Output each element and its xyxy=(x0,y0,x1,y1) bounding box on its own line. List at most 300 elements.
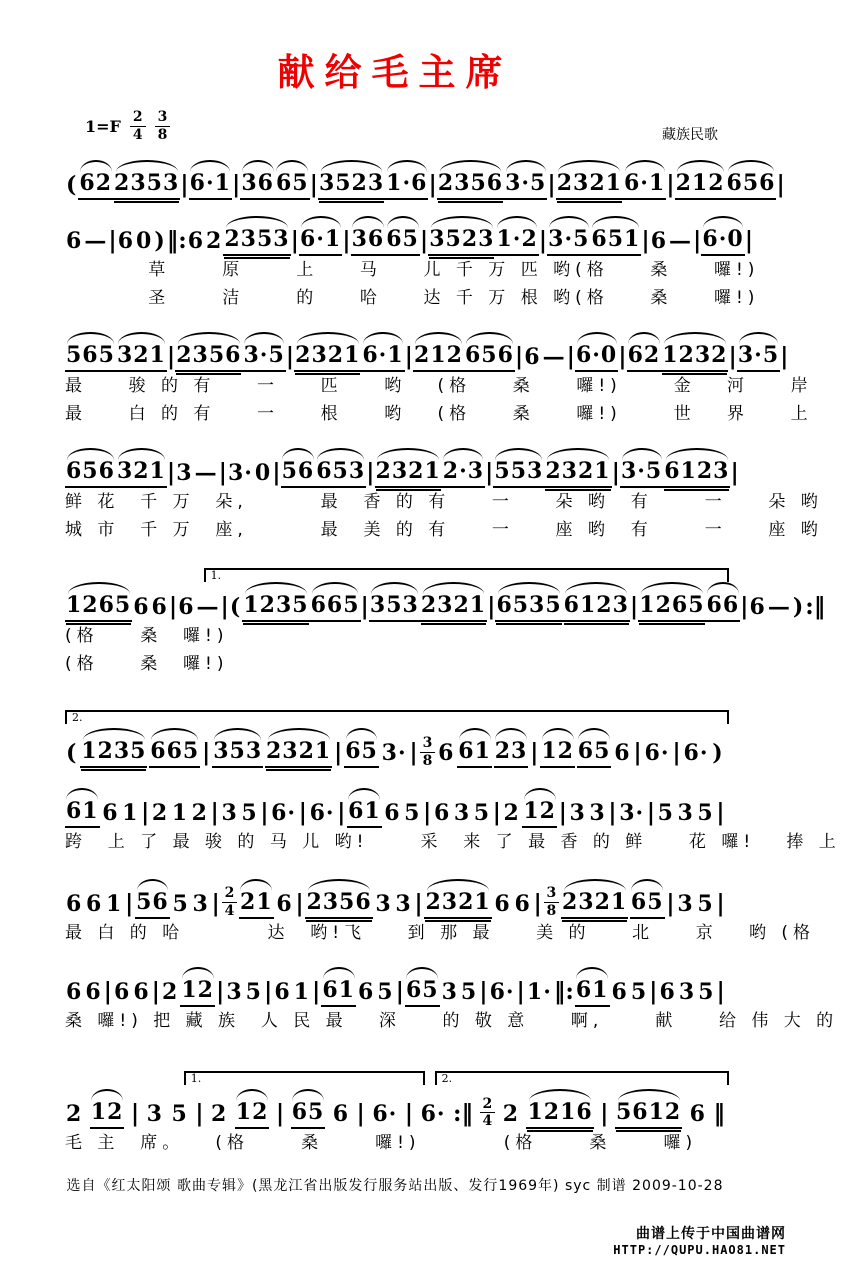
note-group: 61 xyxy=(347,800,382,828)
note-group: 6· xyxy=(683,740,709,767)
barline: | xyxy=(487,593,496,620)
note-group: 6 xyxy=(86,890,103,917)
barline: | xyxy=(666,889,675,917)
note-group: 65 xyxy=(385,228,420,256)
lyric-row: 草 原 上 马 儿 千 万 匹 哟(格 桑 囉!) xyxy=(65,260,760,280)
barline: | xyxy=(558,799,567,827)
note-group: 6 xyxy=(66,890,83,917)
note-group: 61 xyxy=(321,979,356,1007)
barline: | xyxy=(220,593,229,620)
note-group: 2321 xyxy=(424,891,491,919)
score-line xyxy=(65,566,826,678)
barline: | xyxy=(641,227,650,254)
note-group: 66 xyxy=(706,594,741,622)
note-group: 3 xyxy=(677,800,694,827)
note-group: 6· xyxy=(489,978,515,1005)
note-group: 1·2 xyxy=(495,228,538,256)
note-group: 1·6 xyxy=(385,172,428,200)
note-group: 6535 xyxy=(495,594,562,622)
note-group: 61 xyxy=(457,740,492,768)
lyric-row: 桑 囉!) 把 藏 族 人 民 最 深 的 敬 意 啊, 献 给 伟 大 的 xyxy=(65,1010,839,1031)
time-signature-1: $\frac{2}{4}$ xyxy=(130,110,146,142)
barline: | xyxy=(409,739,418,767)
barline: | xyxy=(395,977,404,1005)
time-signature-bottom: 8 xyxy=(546,903,557,920)
note-group: 3 xyxy=(375,890,392,917)
note-group: 3 xyxy=(146,1101,163,1128)
time-signature xyxy=(480,1097,496,1129)
barline: | xyxy=(366,459,375,486)
watermark-site-name: 曲谱上传于中国曲谱网 xyxy=(636,1226,786,1242)
note-group: 6123 xyxy=(563,594,630,622)
note-group: 3·5 xyxy=(504,172,547,200)
watermark xyxy=(613,1223,786,1257)
note-group: 6 xyxy=(66,228,83,254)
note-group: 1 xyxy=(293,978,310,1005)
note-group: 2·3 xyxy=(442,460,485,488)
note-group: 5 xyxy=(241,800,258,827)
note-group: 6·1 xyxy=(299,228,342,256)
repeat-barline: :‖ xyxy=(805,593,826,620)
note-group: 6 xyxy=(151,594,168,620)
barline: | xyxy=(215,977,225,1005)
note-group: 2356 xyxy=(437,172,504,200)
note-group: 651 xyxy=(590,228,641,256)
note-group: 2321 xyxy=(265,740,332,768)
barline: | xyxy=(218,459,227,486)
barline: | xyxy=(776,171,785,198)
barline: | xyxy=(309,171,318,198)
barline: | xyxy=(423,799,432,827)
barline: | xyxy=(290,227,299,254)
repeat-barline: :‖ xyxy=(453,1100,474,1128)
note-group: 12 xyxy=(522,800,557,828)
note-group: 6 xyxy=(384,800,401,827)
notes-row xyxy=(65,870,725,918)
key-label: 1=F xyxy=(85,116,121,136)
note-group: 5612 xyxy=(615,1101,682,1129)
lyric-row: 圣 洁 的 哈 达 千 万 根 哟(格 桑 囉!) xyxy=(65,288,760,308)
note-group: — xyxy=(84,228,108,254)
note-group: 3 xyxy=(441,978,458,1005)
time-signature-top: 2 xyxy=(480,1097,496,1114)
barline: | xyxy=(272,459,281,486)
barline: | xyxy=(566,343,575,370)
note-group: 6· xyxy=(271,800,297,827)
note-group: 2353 xyxy=(113,172,180,200)
note-group: 653 xyxy=(315,460,366,488)
score-line xyxy=(65,963,839,1035)
note-group: 1· xyxy=(526,978,552,1005)
note-group: 6 xyxy=(357,978,375,1005)
lyric-row: 最 白 的 哈 达 哟!飞 到 那 最 美 的 北 京 哟 (格 xyxy=(65,922,815,943)
note-group: 12 xyxy=(90,1101,125,1129)
barline: | xyxy=(611,459,620,486)
note-group: 65 xyxy=(630,891,665,919)
note-group: 353 xyxy=(369,594,420,622)
note-group: 6· xyxy=(372,1101,398,1128)
note-group: 6 xyxy=(650,228,668,254)
note-group: 3 xyxy=(221,800,238,827)
note-group: 6 xyxy=(524,344,541,370)
note-group: 6 xyxy=(133,978,150,1005)
note-group: 6· xyxy=(309,800,335,827)
barline: | xyxy=(211,889,220,917)
barline: | xyxy=(530,739,539,767)
note-group: 6· xyxy=(644,740,670,767)
note-group: 3 xyxy=(569,800,586,827)
sheet-music-page xyxy=(0,42,841,1261)
lyric-row: 毛 主 席。 (格 桑 囉!) (格 桑 囉) xyxy=(65,1133,698,1154)
barline: | xyxy=(108,227,117,254)
notes-row xyxy=(65,328,789,372)
barline: | xyxy=(740,593,749,620)
volta-label: 2. xyxy=(72,711,83,724)
barline: | xyxy=(633,739,642,767)
note-group: 3· xyxy=(619,800,645,827)
notes-row xyxy=(65,784,725,828)
note-group: 23 xyxy=(494,740,529,768)
note-group: ( xyxy=(66,172,78,198)
notes-row xyxy=(65,212,754,256)
note-group: 1235 xyxy=(80,740,147,768)
note-group: ) xyxy=(712,740,724,767)
note-group: 5 xyxy=(473,800,490,827)
note-group: 3 xyxy=(589,800,606,827)
note-group: 6 xyxy=(102,800,119,827)
barline: | xyxy=(419,227,429,254)
note-group: 36 xyxy=(240,172,275,200)
barline: | xyxy=(780,343,789,370)
barline: | xyxy=(693,227,702,254)
note-group: 2 xyxy=(503,800,520,827)
time-signature-bottom: 4 xyxy=(482,1113,493,1130)
time-signature xyxy=(544,886,560,918)
volta-bracket xyxy=(184,1071,426,1085)
repeat-barline: ‖ xyxy=(713,1100,725,1128)
note-group: 3 xyxy=(453,800,471,827)
note-group: 2 xyxy=(206,228,223,254)
note-group: 6123 xyxy=(663,460,730,488)
note-group: 5 xyxy=(697,890,714,917)
note-group: 12 xyxy=(540,740,575,768)
note-group: 3523 xyxy=(318,172,385,200)
barline: | xyxy=(547,171,556,198)
song-title: 献给毛主席 xyxy=(277,51,513,94)
note-group: 5 xyxy=(245,978,262,1005)
barline: | xyxy=(166,343,176,370)
note-group: 6 xyxy=(187,228,205,254)
time-signature-2: $\frac{3}{8}$ xyxy=(155,110,171,142)
barline: | xyxy=(428,171,437,198)
note-group: 6 xyxy=(689,1101,706,1128)
note-group: 65 xyxy=(275,172,310,200)
note-group: 5 xyxy=(377,978,394,1005)
volta-label: 2. xyxy=(441,1071,453,1085)
barline: | xyxy=(516,977,525,1005)
notes-row xyxy=(65,444,739,488)
note-group: 62 xyxy=(78,172,113,200)
note-group: 6·0 xyxy=(575,344,618,372)
note-group: 3 xyxy=(677,890,694,917)
note-group: 6 xyxy=(514,890,531,917)
note-group: ) xyxy=(154,228,166,254)
barline: | xyxy=(103,977,112,1005)
note-group: 5 xyxy=(630,978,648,1005)
barline: | xyxy=(311,977,321,1005)
note-group: 21 xyxy=(239,891,274,919)
volta-bracket xyxy=(435,1071,729,1085)
note-group: 5 xyxy=(171,1101,188,1128)
barline: | xyxy=(404,1100,414,1128)
score xyxy=(65,156,841,1157)
note-group: — xyxy=(542,344,566,370)
barline: | xyxy=(404,343,414,370)
score-line xyxy=(65,708,725,768)
score-line xyxy=(65,212,760,312)
barline: | xyxy=(337,799,346,827)
barline: | xyxy=(166,459,176,486)
note-group: 6·1 xyxy=(623,172,666,200)
score-line xyxy=(65,156,785,200)
barline: | xyxy=(672,739,681,767)
barline: | xyxy=(649,977,658,1005)
note-group: ( xyxy=(66,740,78,767)
note-group: 6 xyxy=(433,800,451,827)
barline: | xyxy=(356,1100,365,1128)
note-group: 6 xyxy=(611,978,628,1005)
barline: | xyxy=(202,739,211,767)
note-group: 56 xyxy=(135,891,170,919)
note-group: 2321 xyxy=(561,891,628,919)
note-group: 5 xyxy=(698,978,715,1005)
note-group: 1216 xyxy=(526,1101,593,1129)
note-group: 665 xyxy=(310,594,361,622)
note-group: 2321 xyxy=(375,460,442,488)
note-group: 65 xyxy=(405,979,440,1007)
barline: | xyxy=(140,799,150,827)
note-group: 6·0 xyxy=(701,228,744,256)
genre-label: 藏族民歌 xyxy=(662,127,718,143)
note-group: 6 xyxy=(749,594,766,620)
barline: | xyxy=(263,977,273,1005)
note-group: 2321 xyxy=(420,594,487,622)
barline: | xyxy=(485,459,494,486)
barline: | xyxy=(600,1100,609,1128)
score-line xyxy=(65,1069,725,1157)
note-group: 1265 xyxy=(638,594,705,622)
barline: | xyxy=(168,593,178,620)
note-group: 65 xyxy=(577,740,612,768)
note-group: 5 xyxy=(172,890,189,917)
note-group: 6·1 xyxy=(361,344,404,372)
note-group: 3·5 xyxy=(547,228,590,256)
note-group: 6 xyxy=(276,890,293,917)
note-group: 2 xyxy=(162,978,179,1005)
note-group: 3 xyxy=(226,978,243,1005)
lyric-row: 最 白 的 有 一 根 哟 (格 桑 囉!) 世 界 上 xyxy=(65,404,813,424)
barline: | xyxy=(231,171,241,198)
lyric-row: 最 骏 的 有 一 匹 哟 (格 桑 囉!) 金 河 岸 xyxy=(65,376,813,396)
note-group: 65 xyxy=(344,740,379,768)
note-group: 2 xyxy=(211,1101,228,1128)
time-signature-top: 3 xyxy=(420,736,436,753)
note-group: 1235 xyxy=(242,594,309,622)
score-line xyxy=(65,444,823,544)
note-group: 2 xyxy=(191,800,208,827)
repeat-barline: ‖: xyxy=(553,977,574,1005)
volta-label: 1. xyxy=(190,1071,202,1085)
volta-bracket xyxy=(204,568,729,582)
note-group: 36 xyxy=(351,228,386,256)
barline: | xyxy=(414,889,423,917)
note-group: — xyxy=(194,460,218,486)
barline: | xyxy=(646,799,656,827)
note-group: 6 xyxy=(659,978,676,1005)
lyric-row: (格 桑 囉!) xyxy=(65,626,229,646)
barline: | xyxy=(728,343,737,370)
note-group: 3 xyxy=(192,890,209,917)
note-group: 3·5 xyxy=(242,344,285,372)
barline: | xyxy=(533,889,542,917)
key-row xyxy=(85,110,718,150)
note-group: 3·5 xyxy=(620,460,663,488)
note-group: 65 xyxy=(291,1101,326,1129)
note-group: 321 xyxy=(116,344,167,372)
note-group: 6 xyxy=(117,228,134,254)
note-group: 5 xyxy=(697,800,714,827)
time-signature-top: 3 xyxy=(544,886,560,903)
note-group: 2321 xyxy=(294,344,361,372)
barline: | xyxy=(629,593,639,620)
barline: | xyxy=(492,799,501,827)
source-credit-line: 选自《红太阳颂 歌曲专辑》(黑龙江省出版发行服务站出版、发行1969年) syc 制谱 2009-10-28 xyxy=(66,1178,724,1195)
note-group: 3· xyxy=(381,740,407,767)
barline: | xyxy=(210,799,219,827)
note-group: 212 xyxy=(413,344,464,372)
note-group: 3 xyxy=(176,460,193,486)
note-group: 6 xyxy=(133,594,150,620)
lyric-row: 跨 上 了 最 骏 的 马 儿 哟! 采 来 了 最 香 的 鲜 花 囉! 捧 上 xyxy=(65,832,841,853)
barline: | xyxy=(295,889,304,917)
note-group: 2 xyxy=(151,800,169,827)
barline: | xyxy=(716,977,725,1005)
note-group: 6 xyxy=(614,740,631,767)
note-group: 12 xyxy=(180,979,215,1007)
note-group: 6 xyxy=(114,978,131,1005)
barline: | xyxy=(666,171,675,198)
notes-row xyxy=(65,156,785,200)
score-line xyxy=(65,870,815,946)
note-group: 353 xyxy=(212,740,263,768)
note-group: 0 xyxy=(254,460,272,486)
note-group: — xyxy=(669,228,693,254)
volta-label: 1. xyxy=(210,569,222,582)
lyric-row: 鲜 花 千 万 朵, 最 香 的 有 一 朵 哟 有 一 朵 哟 xyxy=(65,492,823,512)
note-group: 6 xyxy=(66,978,83,1005)
note-group: 6 xyxy=(178,594,195,620)
barline: | xyxy=(538,227,548,254)
note-group: 565 xyxy=(65,344,116,372)
note-group: 2353 xyxy=(223,228,290,256)
note-group: 5 xyxy=(460,978,478,1005)
time-signature-bottom: 4 xyxy=(224,903,235,920)
barline: | xyxy=(334,739,343,767)
key-signature xyxy=(85,110,170,142)
note-group: 1232 xyxy=(661,344,728,372)
note-group: 12 xyxy=(235,1101,270,1129)
note-group: 6 xyxy=(85,978,102,1005)
note-group: 6 xyxy=(332,1101,350,1128)
note-group: — xyxy=(196,594,220,620)
barline: | xyxy=(275,1100,285,1128)
note-group: 61 xyxy=(575,979,610,1007)
note-group: 3· xyxy=(227,460,253,486)
repeat-barline: ‖: xyxy=(166,227,187,254)
note-group: 1 xyxy=(106,890,123,917)
note-group: 6· xyxy=(420,1101,446,1128)
time-signature-top: 2 xyxy=(222,886,238,903)
note-group: 3·5 xyxy=(737,344,780,372)
barline: | xyxy=(151,977,160,1005)
note-group: 2356 xyxy=(305,891,372,919)
note-group: 656 xyxy=(464,344,515,372)
note-group: 2 xyxy=(502,1101,520,1128)
note-group: 1 xyxy=(171,800,189,827)
note-group: 3 xyxy=(678,978,696,1005)
note-group: 6·1 xyxy=(189,172,232,200)
note-group: 0 xyxy=(136,228,153,254)
note-group: 1265 xyxy=(65,594,132,622)
notes-row xyxy=(65,963,725,1007)
note-group: 656 xyxy=(65,460,116,488)
barline: | xyxy=(618,343,627,370)
note-group: 2356 xyxy=(175,344,242,372)
barline: | xyxy=(130,1100,140,1128)
barline: | xyxy=(180,171,189,198)
barline: | xyxy=(730,459,739,486)
note-group: 2 xyxy=(66,1101,83,1128)
note-group: 5 xyxy=(657,800,674,827)
barline: | xyxy=(260,799,269,827)
note-group: ( xyxy=(229,594,242,620)
note-group: ) xyxy=(792,594,805,620)
note-group: 3523 xyxy=(428,228,495,256)
barline: | xyxy=(298,799,308,827)
barline: | xyxy=(360,593,369,620)
note-group: 62 xyxy=(627,344,662,372)
note-group: 665 xyxy=(149,740,200,768)
time-signature-bottom: 8 xyxy=(422,752,433,769)
note-group: 6 xyxy=(274,978,291,1005)
lyric-row: 城 市 千 万 座, 最 美 的 有 一 座 哟 有 一 座 哟 xyxy=(65,520,823,540)
note-group: 5 xyxy=(404,800,421,827)
barline: | xyxy=(716,799,725,827)
time-signature xyxy=(420,736,436,768)
note-group: 3 xyxy=(395,890,412,917)
note-group: 321 xyxy=(116,460,167,488)
watermark-site-url: HTTP://QUPU.HAO81.NET xyxy=(613,1243,786,1257)
score-line xyxy=(65,784,841,856)
barline: | xyxy=(285,343,295,370)
note-group: — xyxy=(767,594,791,620)
barline: | xyxy=(479,977,488,1005)
barline: | xyxy=(342,227,351,254)
note-group: 1 xyxy=(122,800,139,827)
note-group: 6 xyxy=(438,740,455,767)
note-group: 61 xyxy=(65,800,100,828)
barline: | xyxy=(195,1100,204,1128)
